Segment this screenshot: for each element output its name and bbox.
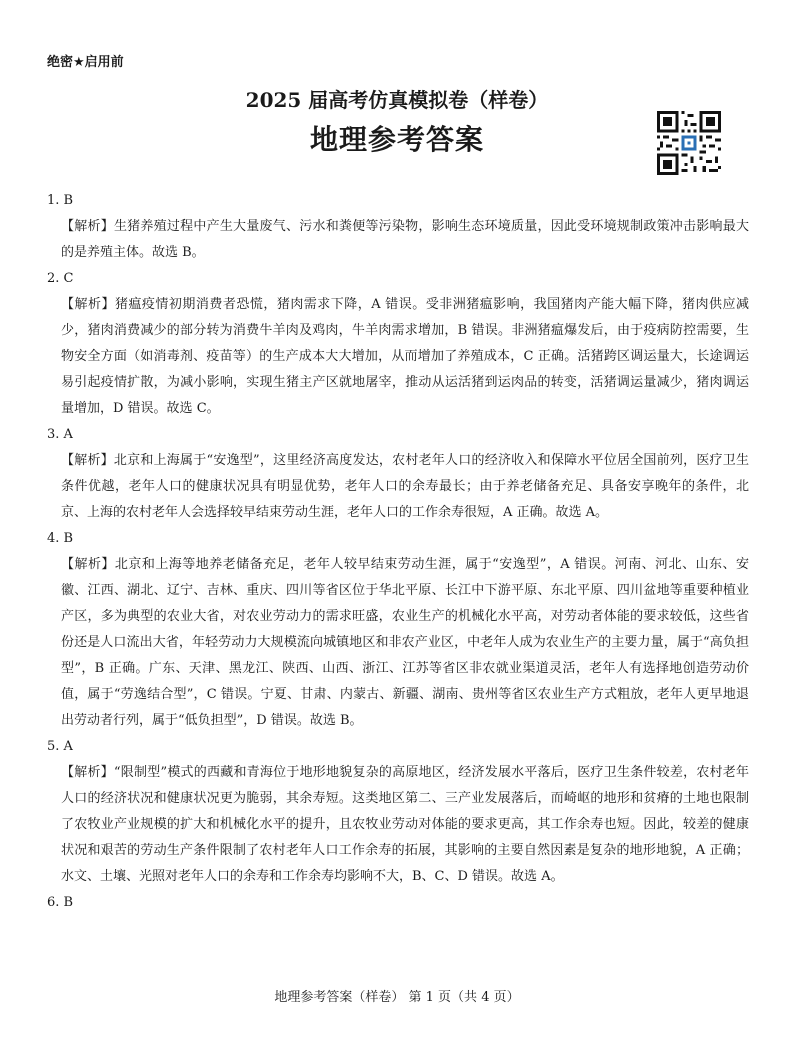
question-number: 6. B — [47, 895, 74, 910]
question-number: 4. B — [47, 531, 74, 546]
question-number: 3. A — [47, 427, 73, 442]
explanation: 【解析】猪瘟疫情初期消费者恐慌，猪肉需求下降，A 错误。受非洲猪瘟影响，我国猪肉产能大幅下降，猪肉供应减少，猪肉消费减少的部分转为消费牛羊肉及鸡肉，牛羊肉需求增加，B 错误。非洲猪瘟爆发后，由于疫病防控需要，生物安全方面（如消毒剂、疫苗等）的生产成本大大增加，从而增加了养殖成本，C 正确。活猪跨区调运量大，长途调运易引起疫情扩散，为减小影响，实现生猪主产区就地屠宰，推动从运活猪到运肉品的转变，活猪调运量减少，猪肉调运量增加，D 错误。故选 C。 — [61, 297, 749, 416]
question-number: 1. B — [47, 193, 74, 208]
page-footer: 地理参考答案（样卷） 第 1 页（共 4 页） — [274, 990, 520, 1005]
qr-code-icon — [657, 111, 721, 175]
question-number: 2. C — [47, 271, 74, 286]
answer-item — [47, 890, 749, 916]
answer-item — [47, 734, 749, 890]
explanation: 【解析】北京和上海属于“安逸型”，这里经济高度发达，农村老年人口的经济收入和保障水平位居全国前列，医疗卫生条件优越，老年人口的健康状况具有明显优势，老年人口的余寿最长；由于养老储备充足、具备安享晚年的条件，北京、上海的农村老年人会选择较早结束劳动生涯，老年人口的工作余寿很短，A 正确。故选 A。 — [61, 453, 749, 520]
exam-title: 2025 届高考仿真模拟卷（样卷） — [245, 88, 549, 112]
explanation: 【解析】北京和上海等地养老储备充足，老年人较早结束劳动生涯，属于“安逸型”，A 错误。河南、河北、山东、安徽、江西、湖北、辽宁、吉林、重庆、四川等省区位于华北平原、长江中下游平原、东北平原、四川盆地等重要种植业产区，多为典型的农业大省，对农业劳动力的需求旺盛，农业生产的机械化水平高，对劳动者体能的要求较低，这些省份还是人口流出大省，年轻劳动力大规模流向城镇地区和非农产业区，中老年人成为农业生产的主要力量，属于“高负担型”，B 正确。广东、天津、黑龙江、陕西、山西、浙江、江苏等省区非农就业渠道灵活，老年人有选择地创造劳动价值，属于“劳逸结合型”，C 错误。宁夏、甘肃、内蒙古、新疆、湖南、贵州等省区农业生产方式粗放，老年人更早地退出劳动者行列，属于“低负担型”，D 错误。故选 B。 — [61, 557, 749, 728]
secret-label: 绝密★启用前 — [47, 55, 124, 70]
explanation: 【解析】“限制型”模式的西藏和青海位于地形地貌复杂的高原地区，经济发展水平落后，医疗卫生条件较差，农村老年人口的经济状况和健康状况更为脆弱，其余寿短。这类地区第二、三产业发展落后，而崎岖的地形和贫瘠的土地也限制了农牧业产业规模的扩大和机械化水平的提升，且农牧业劳动对体能的要求更高，其工作余寿也短。因此，较差的健康状况和艰苦的劳动生产条件限制了农村老年人口工作余寿的拓展，其影响的主要自然因素是复杂的地形地貌，A 正确；水文、土壤、光照对老年人口的余寿和工作余寿均影响不大，B、C、D 错误。故选 A。 — [61, 765, 749, 884]
answer-item — [47, 526, 749, 734]
explanation: 【解析】生猪养殖过程中产生大量废气、污水和粪便等污染物，影响生态环境质量，因此受环境规制政策冲击影响最大的是养殖主体。故选 B。 — [61, 219, 749, 260]
question-number: 5. A — [47, 739, 73, 754]
answer-item — [47, 422, 749, 526]
answer-item — [47, 266, 749, 422]
answer-list — [47, 188, 749, 916]
answer-title: 地理参考答案 — [309, 123, 484, 156]
answer-item — [47, 188, 749, 266]
